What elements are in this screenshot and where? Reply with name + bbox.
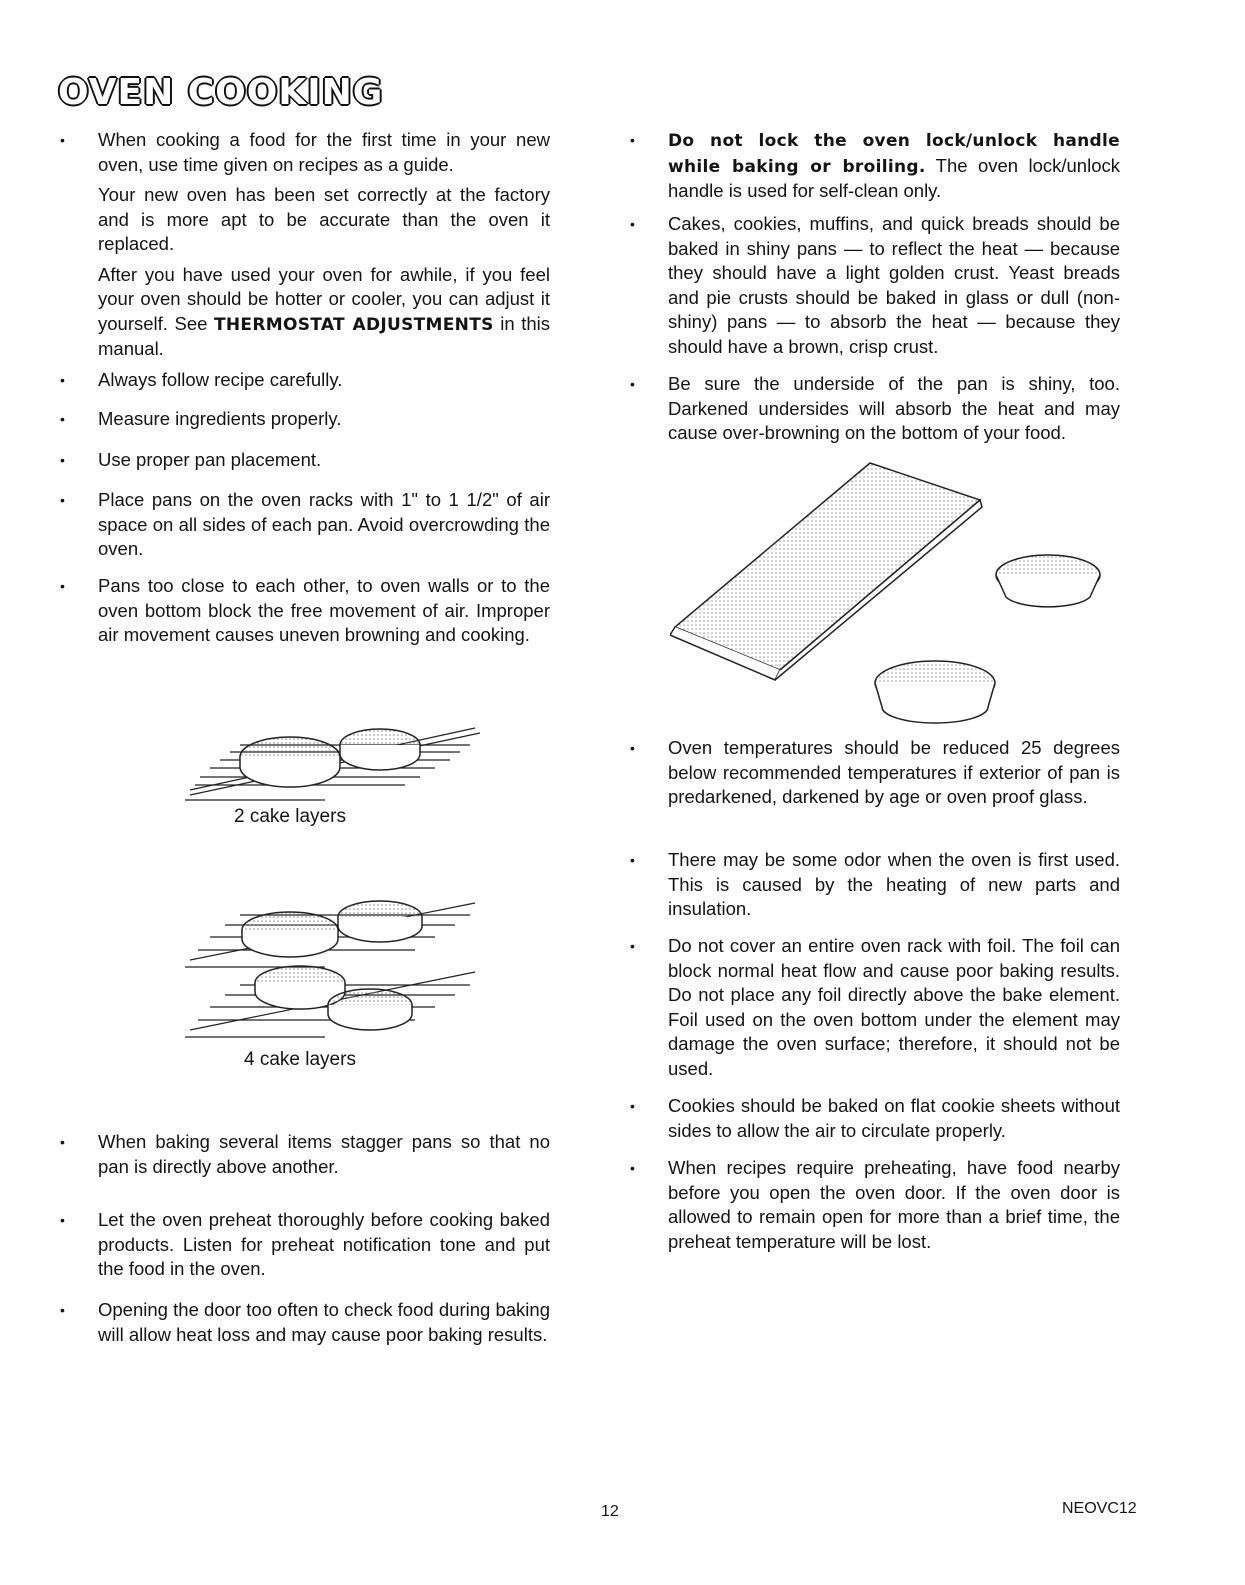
cookie-sheet-and-pans-illustration <box>670 455 1130 730</box>
list-item: • Let the oven preheat thoroughly before cooking baked products. Listen for preheat notification tone and put the food in the oven. <box>60 1209 550 1279</box>
figure-caption: 4 cake layers <box>244 1049 356 1070</box>
thermostat-adjustments-ref: THERMOSTAT ADJUSTMENTS <box>214 314 494 335</box>
list-item: • Cookies should be baked on flat cookie sheets without sides to allow the air to circulate properly. <box>630 1095 1120 1141</box>
list-item: • Opening the door too often to check food during baking will allow heat loss and may cause poor baking results. <box>60 1299 550 1345</box>
figure-caption: 2 cake layers <box>234 806 346 827</box>
warning-text: Do not lock the oven lock/unlock handle while baking or broiling. <box>668 131 1120 177</box>
paragraph: When cooking a food for the first time in your new oven, use time given on recipes as a guide. <box>98 129 550 175</box>
paragraph: Your new oven has been set correctly at the factory and is more apt to be accurate than the oven it replaced. <box>98 184 550 254</box>
list-item: • Place pans on the oven racks with 1" to 1 1/2" of air space on all sides of each pan. Avoid overcrowding the oven. <box>60 489 550 559</box>
page-title: OVEN COOKING <box>58 72 384 113</box>
two-cake-layers-illustration <box>180 725 490 805</box>
list-item: • When baking several items stagger pans so that no pan is directly above another. <box>60 1131 550 1177</box>
list-item: • There may be some odor when the oven is first used. This is caused by the heating of new parts and insulation. <box>630 849 1120 919</box>
list-item: • Do not lock the oven lock/unlock handle while baking or broiling. The oven lock/unlock handle is used for self-clean only. <box>630 131 1120 201</box>
list-item: • Use proper pan placement. <box>60 449 322 470</box>
cookie-sheet <box>670 463 982 680</box>
list-item: • Pans too close to each other, to oven walls or to the oven bottom block the free movement of air. Improper air movement causes uneven browning and cooking. <box>60 575 550 645</box>
bullet: • <box>60 132 65 148</box>
cake-pan <box>340 729 420 770</box>
list-item: • Cakes, cookies, muffins, and quick breads should be baked in shiny pans — to reflect the heat — because they should have a light golden crust. Yeast breads and pie crusts should be baked in glass or dull (non-shiny) pans — to absorb the heat — because they should have a brown, crisp crust. <box>630 213 1120 357</box>
list-item: • Be sure the underside of the pan is shiny, too. Darkened undersides will absorb the heat and may cause over-browning on the bottom of your food. <box>630 373 1120 443</box>
round-pan <box>875 661 995 723</box>
list-item <box>60 128 550 368</box>
list-item: • Oven temperatures should be reduced 25 degrees below recommended temperatures if exterior of pan is predarkened, darkened by age or oven proof glass. <box>630 737 1120 807</box>
cake-pan <box>240 737 340 787</box>
list-item: • Do not cover an entire oven rack with foil. The foil can block normal heat flow and cause poor baking results. Do not place any foil directly above the bake element. Foil used on the oven bottom under the element may damage the oven surface; therefore, it should not be used. <box>630 935 1120 1079</box>
paragraph: After you have used your oven for awhile, if you feel your oven should be hotter or cooler, you can adjust it yourself. See THERMOSTAT ADJUSTMENTS in this manual. <box>98 263 551 359</box>
round-pan <box>996 555 1100 607</box>
four-cake-layers-illustration <box>180 895 490 1045</box>
document-code: NEOVC12 <box>1062 1500 1137 1517</box>
list-item: • When recipes require preheating, have food nearby before you open the oven door. If the oven door is allowed to remain open for more than a brief time, the preheat temperature will be lost. <box>630 1157 1120 1252</box>
list-item: • Measure ingredients properly. <box>60 408 342 429</box>
list-item: • Always follow recipe carefully. <box>60 369 343 390</box>
page-number: 12 <box>601 1503 619 1520</box>
